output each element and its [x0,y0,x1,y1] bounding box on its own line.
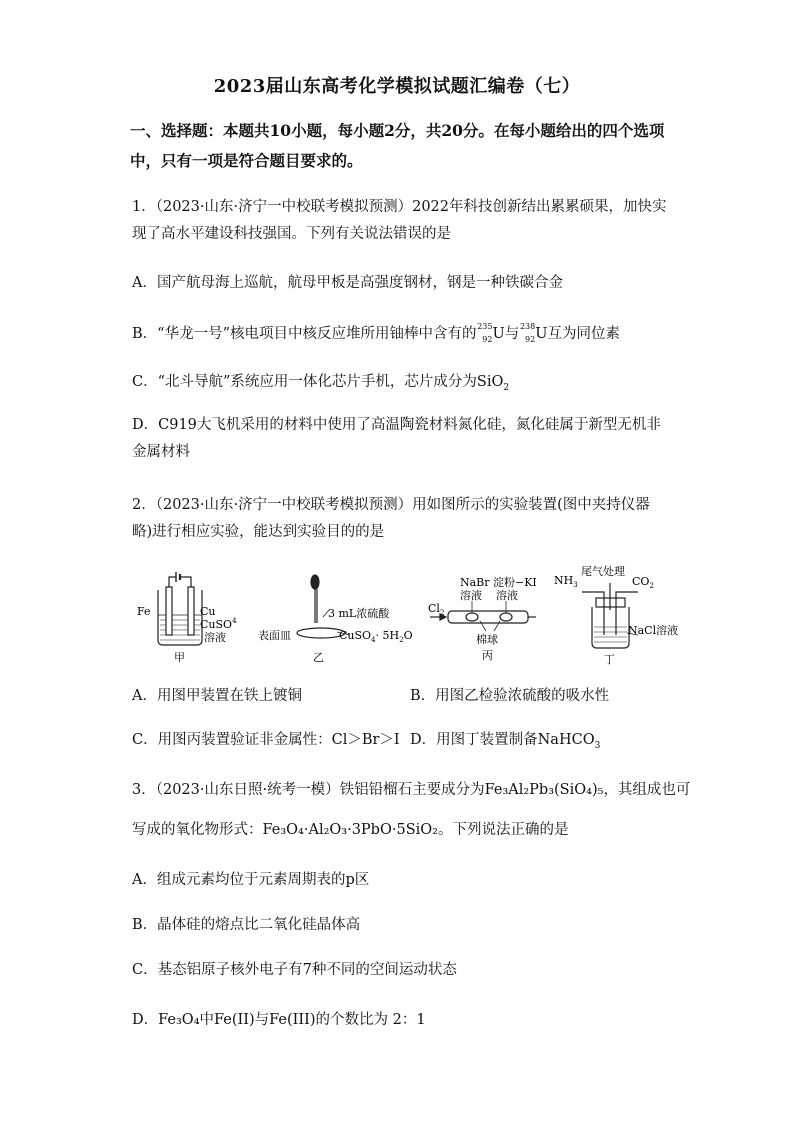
jia-solution-label: 溶液 [204,631,226,644]
bing-nabr-solution-label: 溶液 [460,589,482,602]
ding-nacl-label: NaCl溶液 [628,624,679,637]
yi-acid-label: 3 mL浓硫酸 [328,607,390,620]
jia-cu-label: Cu [200,605,216,618]
yi-dish-label: 表面皿 [258,629,291,642]
bing-caption: 丙 [482,649,493,662]
section-heading: 一、选择题：本题共10小题，每小题2分，共20分。在每小题给出的四个选项中，只有一项是符合题目要求的。 [130,121,665,170]
bing-cotton-label: 棉球 [476,633,498,646]
yi-salt-label: CuSO$_4$· $5H_2O$ [339,629,413,644]
jia-caption: 甲 [174,651,185,664]
ding-tail-gas-label: 尾气处理 [581,565,625,578]
jia-cuso4-label: CuSO$^4$ [200,617,237,631]
jia-fe-label: Fe [137,605,151,618]
q1-option-b: B．“华龙一号”核电项目中核反应堆所用铀棒中含有的 235 92 U与 238 92 U互为同位素 [132,322,620,344]
q3-stem-line1: 3．（2023·山东日照·统考一模）铁铝铅榴石主要成分为Fe₃Al₂Pb₃(SiO₄)₅，其组成也可 [132,782,691,798]
q1-option-a: A．国产航母海上巡航，航母甲板是高强度钢材，钢是一种铁碳合金 [132,275,563,291]
isotope-u238: 238 92 [519,322,536,344]
q3-option-c: C．基态铝原子核外电子有7种不同的空间运动状态 [132,962,457,978]
page-title: 2023届山东高考化学模拟试题汇编卷（七） [213,76,581,97]
yi-caption: 乙 [313,651,324,664]
bing-starch-ki-label: 淀粉−KI [493,576,537,589]
q2-option-b: B．用图乙检验浓硫酸的吸水性 [410,688,610,704]
q2-apparatus-figure [130,565,690,665]
q1-stem: 1．（2023·山东·济宁一中校联考模拟预测）2022年科技创新结出累累硕果，加快实现了高水平建设科技强国。下列有关说法错误的是 [132,199,667,242]
q3-option-a: A．组成元素均位于元素周期表的p区 [132,872,370,888]
q3-option-d: D．Fe₃O₄中Fe(II)与Fe(III)的个数比为 2：1 [132,1012,426,1028]
ding-nh3-label: $NH_3$ [554,574,578,589]
q2-stem: 2．（2023·山东·济宁一中校联考模拟预测）用如图所示的实验装置(图中夹持仪器略)进行相应实验，能达到实验目的的是 [132,497,650,540]
ding-caption: 丁 [604,653,615,665]
bing-nabr-label: NaBr [460,576,490,589]
q1-option-d: D．C919大飞机采用的材料中使用了高温陶瓷材料氮化硅，氮化硅属于新型无机非金属材料 [132,417,661,460]
ding-co2-label: $CO_2$ [632,575,654,590]
bing-starch-solution-label: 溶液 [496,589,518,602]
isotope-u235: 235 92 [477,322,493,344]
q2-option-c: C．用图丙装置验证非金属性：Cl＞Br＞I [132,732,400,748]
q3-oxide-formula: Fe₃O₄·Al₂O₃·3PbO·5SiO₂ [262,822,438,838]
q1-option-c: C．“北斗导航”系统应用一体化芯片手机，芯片成分为SiO$_2$ [132,374,510,393]
q3-option-b: B．晶体硅的熔点比二氧化硅晶体高 [132,917,361,933]
q2-option-d: D．用图丁装置制备NaHCO$_3$ [410,732,601,751]
q2-option-a: A．用图甲装置在铁上镀铜 [132,688,302,704]
apparatus-ding [582,583,638,648]
apparatus-bing [430,601,536,631]
q3-mineral-formula: Fe₃Al₂Pb₃(SiO₄)₅ [484,782,604,798]
bing-cl2-label: $Cl_2$ [428,602,445,617]
q3-fe3o4-formula: Fe₃O₄ [158,1012,200,1028]
apparatus-jia [158,572,202,645]
q3-stem-line2: 写成的氧化物形式：Fe₃O₄·Al₂O₃·3PbO·5SiO₂。下列说法正确的是 [132,822,569,838]
